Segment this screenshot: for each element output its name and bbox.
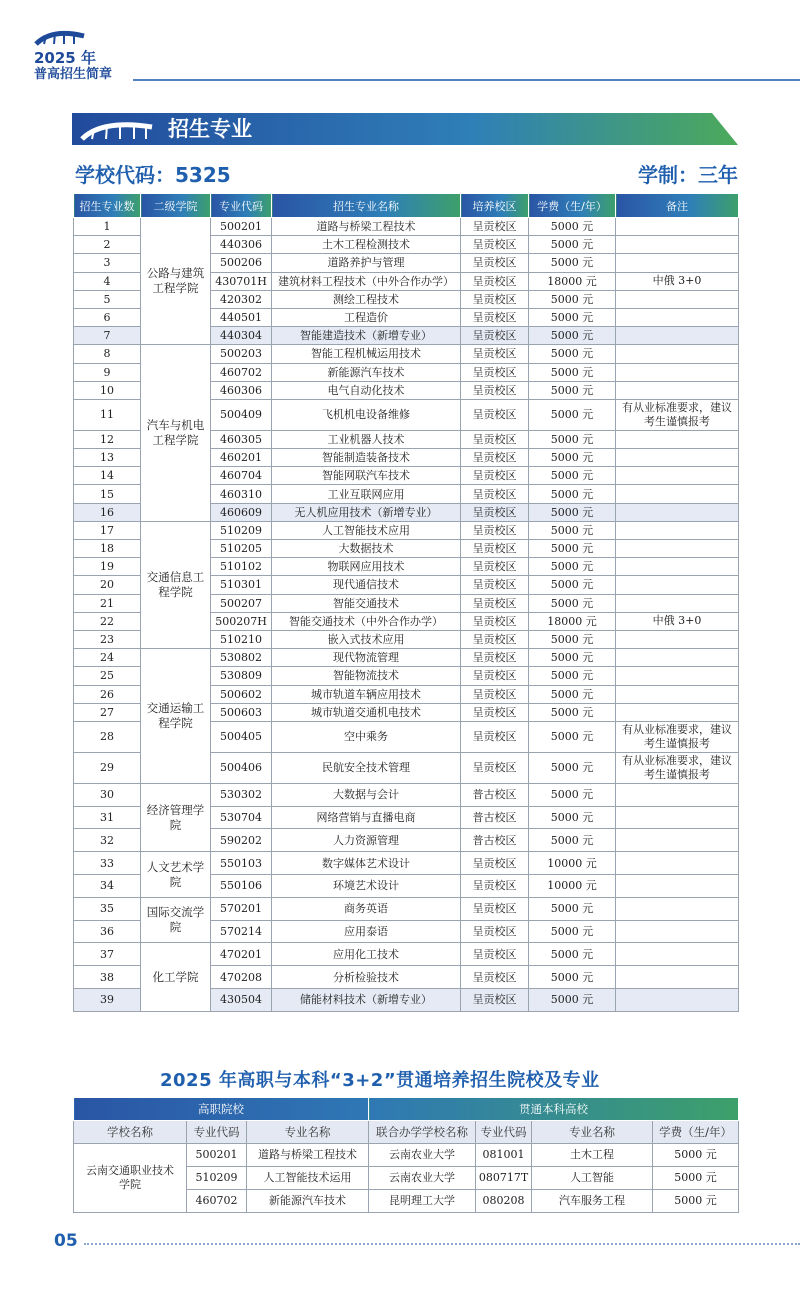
major-code: 510209 xyxy=(211,521,272,539)
major-code: 460609 xyxy=(211,503,272,521)
tuition-fee: 5000 元 xyxy=(529,576,616,594)
campus: 呈贡校区 xyxy=(461,630,529,648)
note-cell xyxy=(616,308,739,326)
major-name: 智能网联汽车技术 xyxy=(272,467,461,485)
note-cell xyxy=(616,897,739,920)
note-cell xyxy=(616,630,739,648)
major-name: 土木工程检测技术 xyxy=(272,236,461,254)
row-index: 8 xyxy=(74,345,141,363)
row-index: 6 xyxy=(74,308,141,326)
major-code: 550106 xyxy=(211,875,272,898)
header-divider xyxy=(133,79,800,81)
tuition-fee: 5000 元 xyxy=(529,943,616,966)
campus: 呈贡校区 xyxy=(461,327,529,345)
college-cell: 国际交流学院 xyxy=(141,897,211,943)
partner-major-code: 080208 xyxy=(476,1190,532,1213)
major-name: 城市轨道车辆应用技术 xyxy=(272,685,461,703)
major-name: 测绘工程技术 xyxy=(272,290,461,308)
row-index: 26 xyxy=(74,685,141,703)
major-name: 商务英语 xyxy=(272,897,461,920)
row-index: 29 xyxy=(74,752,141,783)
major-code: 500207 xyxy=(211,594,272,612)
partner-school: 云南农业大学 xyxy=(369,1144,476,1167)
table-row xyxy=(74,521,739,539)
major-name: 民航安全技术管理 xyxy=(272,752,461,783)
table-row xyxy=(74,783,739,806)
row-index: 18 xyxy=(74,540,141,558)
sub-header-partner: 联合办学学校名称 xyxy=(369,1121,476,1144)
tuition-fee: 18000 元 xyxy=(529,272,616,290)
major-name: 数字媒体艺术设计 xyxy=(272,852,461,875)
col-header-college: 二级学院 xyxy=(141,194,211,218)
row-index: 10 xyxy=(74,381,141,399)
major-name: 智能交通技术 xyxy=(272,594,461,612)
col-header-note: 备注 xyxy=(616,194,739,218)
major-code: 460702 xyxy=(211,363,272,381)
col-header-campus: 培养校区 xyxy=(461,194,529,218)
row-index: 38 xyxy=(74,966,141,989)
row-index: 20 xyxy=(74,576,141,594)
group-header-vocational: 高职院校 xyxy=(74,1098,369,1121)
major-name: 现代通信技术 xyxy=(272,576,461,594)
campus: 呈贡校区 xyxy=(461,685,529,703)
major-name: 道路养护与管理 xyxy=(272,254,461,272)
sub-header-partner-major: 专业名称 xyxy=(532,1121,653,1144)
row-index: 19 xyxy=(74,558,141,576)
major-code: 510301 xyxy=(211,576,272,594)
tuition-fee: 5000 元 xyxy=(529,540,616,558)
college-cell: 交通信息工程学院 xyxy=(141,521,211,648)
major-name: 新能源汽车技术 xyxy=(272,363,461,381)
majors-table xyxy=(73,193,739,1012)
major-code: 460201 xyxy=(211,449,272,467)
sub-header-partner-code: 专业代码 xyxy=(476,1121,532,1144)
campus: 呈贡校区 xyxy=(461,989,529,1012)
major-code: 500405 xyxy=(211,721,272,752)
row-index: 21 xyxy=(74,594,141,612)
note-cell xyxy=(616,467,739,485)
note-cell xyxy=(616,703,739,721)
major-name: 分析检验技术 xyxy=(272,966,461,989)
tuition-fee: 5000 元 xyxy=(529,236,616,254)
major-code: 500203 xyxy=(211,345,272,363)
row-index: 14 xyxy=(74,467,141,485)
major-code: 460306 xyxy=(211,381,272,399)
campus: 呈贡校区 xyxy=(461,308,529,326)
tuition-fee: 5000 元 xyxy=(529,485,616,503)
note-cell xyxy=(616,218,739,236)
major-code: 530809 xyxy=(211,667,272,685)
major-code: 500603 xyxy=(211,703,272,721)
row-index: 31 xyxy=(74,806,141,829)
row-index: 12 xyxy=(74,430,141,448)
partner-major-name: 土木工程 xyxy=(532,1144,653,1167)
partner-school: 昆明理工大学 xyxy=(369,1190,476,1213)
major-name: 工业机器人技术 xyxy=(272,430,461,448)
col-header-code: 专业代码 xyxy=(211,194,272,218)
note-cell xyxy=(616,875,739,898)
major-code: 430701H xyxy=(211,272,272,290)
major-code: 470208 xyxy=(211,966,272,989)
note-cell xyxy=(616,594,739,612)
major-name: 人力资源管理 xyxy=(272,829,461,852)
major-code: 510209 xyxy=(187,1167,247,1190)
campus: 呈贡校区 xyxy=(461,576,529,594)
major-name: 人工智能技术运用 xyxy=(247,1167,369,1190)
major-name: 工业互联网应用 xyxy=(272,485,461,503)
campus: 呈贡校区 xyxy=(461,721,529,752)
note-cell xyxy=(616,989,739,1012)
campus: 呈贡校区 xyxy=(461,667,529,685)
row-index: 1 xyxy=(74,218,141,236)
note-cell: 中俄 3+0 xyxy=(616,272,739,290)
major-name: 无人机应用技术（新增专业） xyxy=(272,503,461,521)
campus: 普古校区 xyxy=(461,829,529,852)
note-cell xyxy=(616,254,739,272)
row-index: 34 xyxy=(74,875,141,898)
major-name: 现代物流管理 xyxy=(272,649,461,667)
major-code: 510205 xyxy=(211,540,272,558)
major-name: 网络营销与直播电商 xyxy=(272,806,461,829)
note-cell: 有从业标准要求，建议考生谨慎报考 xyxy=(616,752,739,783)
partner-major-name: 汽车服务工程 xyxy=(532,1190,653,1213)
major-code: 500207H xyxy=(211,612,272,630)
note-cell xyxy=(616,852,739,875)
tuition-fee: 5000 元 xyxy=(529,399,616,430)
tuition-fee: 5000 元 xyxy=(529,703,616,721)
row-index: 30 xyxy=(74,783,141,806)
note-cell: 中俄 3+0 xyxy=(616,612,739,630)
study-duration: 学制：三年 xyxy=(638,163,738,187)
campus: 呈贡校区 xyxy=(461,594,529,612)
partner-major-code: 081001 xyxy=(476,1144,532,1167)
major-name: 智能制造装备技术 xyxy=(272,449,461,467)
majors-table-header xyxy=(74,194,739,218)
tuition-fee: 5000 元 xyxy=(529,254,616,272)
major-code: 460702 xyxy=(187,1190,247,1213)
tuition-fee: 5000 元 xyxy=(529,521,616,539)
tuition-fee: 5000 元 xyxy=(529,897,616,920)
major-code: 510102 xyxy=(211,558,272,576)
tuition-fee: 5000 元 xyxy=(529,667,616,685)
major-code: 460310 xyxy=(211,485,272,503)
major-code: 510210 xyxy=(211,630,272,648)
row-index: 16 xyxy=(74,503,141,521)
tuition-fee: 5000 元 xyxy=(529,752,616,783)
major-code: 500409 xyxy=(211,399,272,430)
tuition-fee: 5000 元 xyxy=(529,630,616,648)
row-index: 7 xyxy=(74,327,141,345)
note-cell xyxy=(616,829,739,852)
program-3plus2-table xyxy=(73,1097,739,1213)
campus: 呈贡校区 xyxy=(461,345,529,363)
campus: 呈贡校区 xyxy=(461,521,529,539)
major-code: 460704 xyxy=(211,467,272,485)
tuition-fee: 5000 元 xyxy=(529,966,616,989)
major-name: 智能物流技术 xyxy=(272,667,461,685)
college-cell: 人文艺术学院 xyxy=(141,852,211,898)
college-cell: 经济管理学院 xyxy=(141,783,211,851)
tuition-fee: 5000 元 xyxy=(529,327,616,345)
note-cell xyxy=(616,943,739,966)
table-row xyxy=(74,943,739,966)
major-code: 570201 xyxy=(211,897,272,920)
campus: 呈贡校区 xyxy=(461,399,529,430)
major-code: 460305 xyxy=(211,430,272,448)
major-code: 530802 xyxy=(211,649,272,667)
campus: 呈贡校区 xyxy=(461,503,529,521)
campus: 呈贡校区 xyxy=(461,467,529,485)
note-cell xyxy=(616,966,739,989)
major-name: 应用泰语 xyxy=(272,920,461,943)
tuition-fee: 5000 元 xyxy=(529,345,616,363)
row-index: 37 xyxy=(74,943,141,966)
page-number: 05 xyxy=(54,1231,78,1251)
major-code: 530704 xyxy=(211,806,272,829)
campus: 呈贡校区 xyxy=(461,897,529,920)
tuition-fee: 5000 元 xyxy=(529,449,616,467)
major-name: 人工智能技术应用 xyxy=(272,521,461,539)
table-row xyxy=(74,852,739,875)
note-cell xyxy=(616,449,739,467)
major-code: 550103 xyxy=(211,852,272,875)
major-code: 500201 xyxy=(211,218,272,236)
major-name: 新能源汽车技术 xyxy=(247,1190,369,1213)
major-name: 建筑材料工程技术（中外合作办学） xyxy=(272,272,461,290)
tuition-fee: 5000 元 xyxy=(529,594,616,612)
note-cell xyxy=(616,363,739,381)
major-name: 道路与桥梁工程技术 xyxy=(247,1144,369,1167)
major-code: 440501 xyxy=(211,308,272,326)
row-index: 2 xyxy=(74,236,141,254)
note-cell xyxy=(616,540,739,558)
campus: 呈贡校区 xyxy=(461,254,529,272)
major-name: 大数据与会计 xyxy=(272,783,461,806)
group-header-undergraduate: 贯通本科高校 xyxy=(369,1098,739,1121)
note-cell xyxy=(616,783,739,806)
note-cell xyxy=(616,667,739,685)
row-index: 24 xyxy=(74,649,141,667)
col-header-index: 招生专业数 xyxy=(74,194,141,218)
major-code: 530302 xyxy=(211,783,272,806)
tuition-fee: 5000 元 xyxy=(529,649,616,667)
major-code: 440304 xyxy=(211,327,272,345)
major-name: 物联网应用技术 xyxy=(272,558,461,576)
campus: 呈贡校区 xyxy=(461,703,529,721)
sub-header-code: 专业代码 xyxy=(187,1121,247,1144)
note-cell xyxy=(616,290,739,308)
campus: 呈贡校区 xyxy=(461,966,529,989)
major-name: 智能工程机械运用技术 xyxy=(272,345,461,363)
table-row xyxy=(74,218,739,236)
major-name: 电气自动化技术 xyxy=(272,381,461,399)
note-cell xyxy=(616,806,739,829)
major-code: 470201 xyxy=(211,943,272,966)
tuition-fee: 5000 元 xyxy=(529,503,616,521)
campus: 普古校区 xyxy=(461,783,529,806)
footer-dotted-line xyxy=(84,1243,800,1245)
campus: 呈贡校区 xyxy=(461,381,529,399)
row-index: 25 xyxy=(74,667,141,685)
tuition-fee: 18000 元 xyxy=(529,612,616,630)
college-cell: 汽车与机电工程学院 xyxy=(141,345,211,522)
major-name: 应用化工技术 xyxy=(272,943,461,966)
campus: 呈贡校区 xyxy=(461,218,529,236)
row-index: 39 xyxy=(74,989,141,1012)
campus: 呈贡校区 xyxy=(461,430,529,448)
tuition-fee: 5000 元 xyxy=(529,218,616,236)
bridge-logo-icon xyxy=(34,26,86,48)
partner-major-name: 人工智能 xyxy=(532,1167,653,1190)
campus: 呈贡校区 xyxy=(461,875,529,898)
header-subtitle: 普高招生简章 xyxy=(34,67,113,82)
campus: 呈贡校区 xyxy=(461,236,529,254)
partner-major-code: 080717T xyxy=(476,1167,532,1190)
campus: 呈贡校区 xyxy=(461,612,529,630)
tuition-fee: 5000 元 xyxy=(653,1144,739,1167)
row-index: 13 xyxy=(74,449,141,467)
note-cell xyxy=(616,521,739,539)
major-name: 道路与桥梁工程技术 xyxy=(272,218,461,236)
note-cell xyxy=(616,576,739,594)
major-code: 440306 xyxy=(211,236,272,254)
campus: 呈贡校区 xyxy=(461,485,529,503)
tuition-fee: 5000 元 xyxy=(529,308,616,326)
school-code: 学校代码：5325 xyxy=(75,163,231,187)
table-row xyxy=(74,1144,739,1167)
sub-header-major: 专业名称 xyxy=(247,1121,369,1144)
campus: 普古校区 xyxy=(461,806,529,829)
major-code: 570214 xyxy=(211,920,272,943)
col-header-major: 招生专业名称 xyxy=(272,194,461,218)
major-name: 储能材料技术（新增专业） xyxy=(272,989,461,1012)
major-code: 500602 xyxy=(211,685,272,703)
row-index: 22 xyxy=(74,612,141,630)
tuition-fee: 5000 元 xyxy=(529,467,616,485)
tuition-fee: 5000 元 xyxy=(529,829,616,852)
major-name: 空中乘务 xyxy=(272,721,461,752)
row-index: 35 xyxy=(74,897,141,920)
major-name: 城市轨道交通机电技术 xyxy=(272,703,461,721)
campus: 呈贡校区 xyxy=(461,363,529,381)
note-cell: 有从业标准要求，建议考生谨慎报考 xyxy=(616,399,739,430)
tuition-fee: 5000 元 xyxy=(529,363,616,381)
tuition-fee: 5000 元 xyxy=(653,1190,739,1213)
section-title: 招生专业 xyxy=(168,117,252,141)
campus: 呈贡校区 xyxy=(461,540,529,558)
campus: 呈贡校区 xyxy=(461,449,529,467)
campus: 呈贡校区 xyxy=(461,852,529,875)
row-index: 36 xyxy=(74,920,141,943)
note-cell xyxy=(616,327,739,345)
tuition-fee: 5000 元 xyxy=(529,430,616,448)
note-cell xyxy=(616,649,739,667)
major-code: 500406 xyxy=(211,752,272,783)
tuition-fee: 10000 元 xyxy=(529,875,616,898)
row-index: 9 xyxy=(74,363,141,381)
major-name: 环境艺术设计 xyxy=(272,875,461,898)
campus: 呈贡校区 xyxy=(461,920,529,943)
partner-school: 云南农业大学 xyxy=(369,1167,476,1190)
college-cell: 交通运输工程学院 xyxy=(141,649,211,784)
tuition-fee: 5000 元 xyxy=(529,989,616,1012)
campus: 呈贡校区 xyxy=(461,752,529,783)
campus: 呈贡校区 xyxy=(461,558,529,576)
row-index: 3 xyxy=(74,254,141,272)
tuition-fee: 5000 元 xyxy=(529,685,616,703)
tuition-fee: 5000 元 xyxy=(653,1167,739,1190)
campus: 呈贡校区 xyxy=(461,943,529,966)
college-cell: 公路与建筑工程学院 xyxy=(141,218,211,345)
note-cell xyxy=(616,345,739,363)
row-index: 23 xyxy=(74,630,141,648)
row-index: 27 xyxy=(74,703,141,721)
tuition-fee: 5000 元 xyxy=(529,783,616,806)
major-name: 大数据技术 xyxy=(272,540,461,558)
campus: 呈贡校区 xyxy=(461,272,529,290)
row-index: 33 xyxy=(74,852,141,875)
major-name: 嵌入式技术应用 xyxy=(272,630,461,648)
col-header-fee: 学费（生/年） xyxy=(529,194,616,218)
note-cell: 有从业标准要求，建议考生谨慎报考 xyxy=(616,721,739,752)
note-cell xyxy=(616,430,739,448)
major-code: 500201 xyxy=(187,1144,247,1167)
tuition-fee: 5000 元 xyxy=(529,721,616,752)
campus: 呈贡校区 xyxy=(461,649,529,667)
note-cell xyxy=(616,503,739,521)
row-index: 4 xyxy=(74,272,141,290)
table-row xyxy=(74,897,739,920)
tuition-fee: 5000 元 xyxy=(529,558,616,576)
row-index: 11 xyxy=(74,399,141,430)
vocational-school-name: 云南交通职业技术学院 xyxy=(74,1144,187,1213)
tuition-fee: 5000 元 xyxy=(529,381,616,399)
row-index: 17 xyxy=(74,521,141,539)
sub-header-school: 学校名称 xyxy=(74,1121,187,1144)
note-cell xyxy=(616,920,739,943)
major-code: 590202 xyxy=(211,829,272,852)
section2-title: 2025 年高职与本科“3+2”贯通培养招生院校及专业 xyxy=(160,1070,600,1091)
major-name: 工程造价 xyxy=(272,308,461,326)
note-cell xyxy=(616,485,739,503)
major-name: 飞机机电设备维修 xyxy=(272,399,461,430)
table-row xyxy=(74,649,739,667)
table-row xyxy=(74,345,739,363)
campus: 呈贡校区 xyxy=(461,290,529,308)
major-code: 420302 xyxy=(211,290,272,308)
tuition-fee: 5000 元 xyxy=(529,806,616,829)
tuition-fee: 10000 元 xyxy=(529,852,616,875)
tuition-fee: 5000 元 xyxy=(529,920,616,943)
major-name: 智能建造技术（新增专业） xyxy=(272,327,461,345)
row-index: 15 xyxy=(74,485,141,503)
tuition-fee: 5000 元 xyxy=(529,290,616,308)
major-code: 430504 xyxy=(211,989,272,1012)
major-name: 智能交通技术（中外合作办学） xyxy=(272,612,461,630)
header-year: 2025 年 xyxy=(34,49,96,67)
college-cell: 化工学院 xyxy=(141,943,211,1011)
note-cell xyxy=(616,685,739,703)
note-cell xyxy=(616,236,739,254)
note-cell xyxy=(616,381,739,399)
sub-header-fee: 学费（生/年） xyxy=(653,1121,739,1144)
major-code: 500206 xyxy=(211,254,272,272)
note-cell xyxy=(616,558,739,576)
row-index: 5 xyxy=(74,290,141,308)
row-index: 28 xyxy=(74,721,141,752)
row-index: 32 xyxy=(74,829,141,852)
